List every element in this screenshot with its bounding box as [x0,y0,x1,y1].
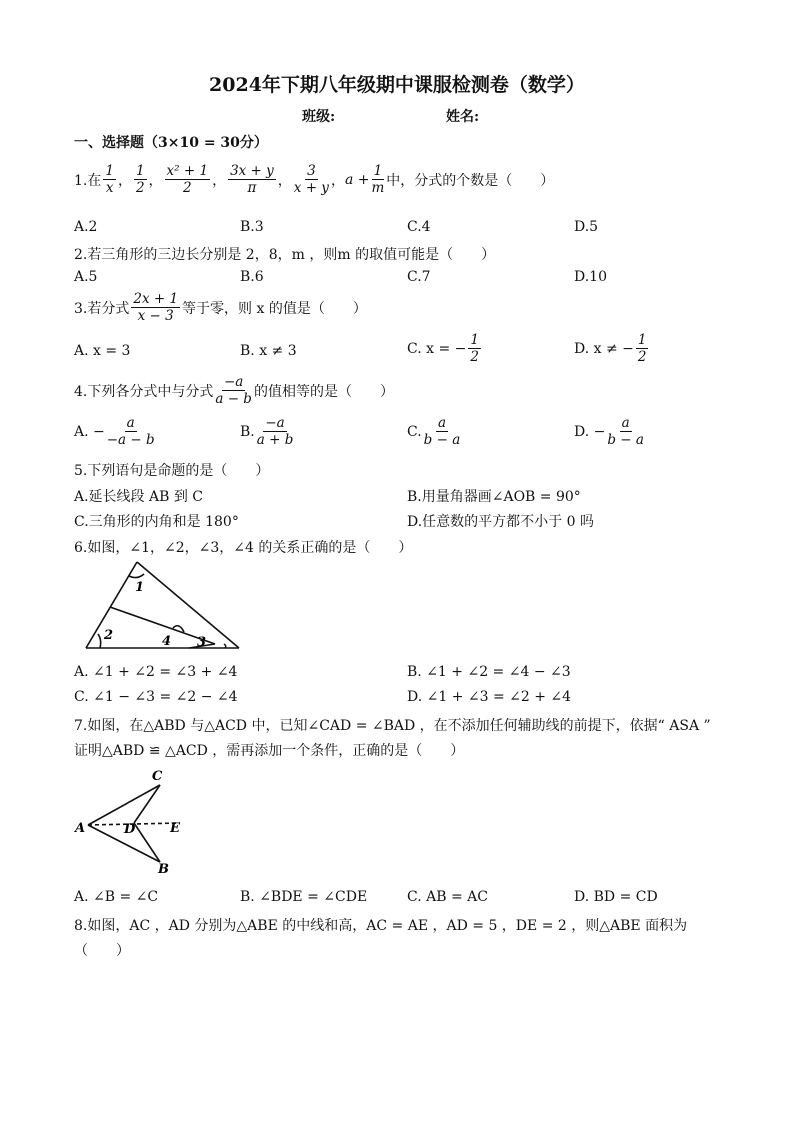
q1-fraction-5: $\frac{3}{x + y}$ [293,163,329,197]
q1-fraction-2: $\frac{1}{2}$ [135,163,145,197]
q4-fraction: $\frac{-a}{a - b}$ [215,374,252,408]
q4-option-c: C. $\frac{a}{b - a}$ [407,415,461,449]
q5-option-a: A.延长线段 AB 到 C [74,489,204,505]
q1-suffix: 中，分式的个数是（ ） [386,172,555,189]
question-1: 1.在 $\frac{1}{x}$ ， $\frac{1}{2}$ ， $\frac{\text{x² + 1}}{2}$ ， $\frac{3x + y}{\pi}$ ， $\frac{3}{x + y}$ ， a + $\frac{1}{m}$ 中，分式的个数是（ ） [74,163,555,197]
name-label: 姓名: [446,109,480,125]
q1-option-c: C.4 [407,219,431,235]
q7-option-c: C. AB = AC [407,889,488,905]
question-8-line-2: （ ） [74,943,130,959]
q1-prefix: 1.在 [74,172,102,189]
q3-option-b: B. x ≠ 3 [240,343,297,359]
q7-option-a: A. ∠B = ∠C [74,889,159,905]
q1-fraction-6: $\frac{1}{m}$ [371,163,385,197]
question-3: 3.若分式 $\frac{2x + 1}{x - 3}$ 等于零，则 x 的值是（ ） [74,291,367,325]
q1-option-a: A.2 [74,219,98,235]
q1-option-b: B.3 [240,219,264,235]
q7-figure [74,766,194,876]
q5-option-c: C.三角形的内角和是 180° [74,514,239,530]
q6-option-b: B. ∠1 + ∠2 = ∠4 − ∠3 [407,664,571,680]
q1-fraction-3: $\frac{\text{x² + 1}}{2}$ [166,163,209,197]
q7-option-d: D. BD = CD [574,889,658,905]
q2-option-c: C.7 [407,269,431,285]
question-6: 6.如图，∠1，∠2，∠3，∠4 的关系正确的是（ ） [74,540,413,556]
q7-label-b: B [158,862,169,876]
q7-label-a: A [75,821,86,836]
q3-option-d: D. x ≠ − $\frac{1}{2}$ [574,332,647,366]
q6-label-4: 4 [162,634,172,649]
q2-option-d: D.10 [574,269,607,285]
q3-option-a: A. x = 3 [74,343,131,359]
page-title: 2024年下期八年级期中课服检测卷（数学） [209,74,585,96]
q7-label-e: E [170,821,180,836]
q7-figure-edge [134,785,160,823]
q6-label-3: 3 [197,635,207,650]
q6-label-1: 1 [135,580,145,595]
q5-option-d: D.任意数的平方都不小于 0 吗 [407,514,594,530]
q7-label-d: D [124,822,136,837]
q6-angle-arc [129,574,144,578]
question-7-line-2: 证明△ABD ≌ △ACD ，需再添加一个条件，正确的是（ ） [74,743,465,759]
question-2: 2.若三角形的三边长分别是 2，8，m ，则m 的取值可能是（ ） [74,247,496,263]
q6-triangle-figure [82,558,247,654]
q6-option-d: D. ∠1 + ∠3 = ∠2 + ∠4 [407,689,572,705]
question-5: 5.下列语句是命题的是（ ） [74,463,270,479]
q1-fraction-4: $\frac{3x + y}{\pi}$ [230,163,274,197]
q6-label-2: 2 [104,628,114,643]
q4-option-a: A. − $\frac{a}{-a - b}$ [74,415,155,449]
q1-option-d: D.5 [574,219,599,235]
question-8-line-1: 8.如图，AC ，AD 分别为△ABE 的中线和高，AC = AE ，AD = 5 ，DE = 2 ，则△ABE 面积为 [74,918,688,934]
q6-option-a: A. ∠1 + ∠2 = ∠3 + ∠4 [74,664,238,680]
q2-option-a: A.5 [74,269,98,285]
q1-fraction-1: $\frac{1}{x}$ [105,163,114,197]
q2-option-b: B.6 [240,269,264,285]
q6-angle-arc [98,634,101,648]
q5-option-b: B.用量角器画∠AOB = 90° [407,489,581,505]
q3-fraction: $\frac{2x + 1}{x - 3}$ [133,291,179,325]
q7-figure-edge [88,785,160,825]
q4-option-b: B. $\frac{-a}{a + b}$ [240,415,294,449]
q4-option-d: D. − $\frac{a}{b - a}$ [574,415,644,449]
section-heading: 一、选择题（3×10 = 30分） [74,135,268,151]
class-label: 班级: [302,109,336,125]
question-4: 4.下列各分式中与分式 $\frac{-a}{a - b}$ 的值相等的是（ ） [74,374,394,408]
q7-label-c: C [152,769,163,784]
q3-option-c: C. x = − $\frac{1}{2}$ [407,332,479,366]
question-7-line-1: 7.如图，在△ABD 与△ACD 中，已知∠CAD = ∠BAD ，在不添加任何辅助线的前提下，依据“ ASA ” [74,718,711,734]
q7-option-b: B. ∠BDE = ∠CDE [240,889,368,905]
q6-option-c: C. ∠1 − ∠3 = ∠2 − ∠4 [74,689,238,705]
